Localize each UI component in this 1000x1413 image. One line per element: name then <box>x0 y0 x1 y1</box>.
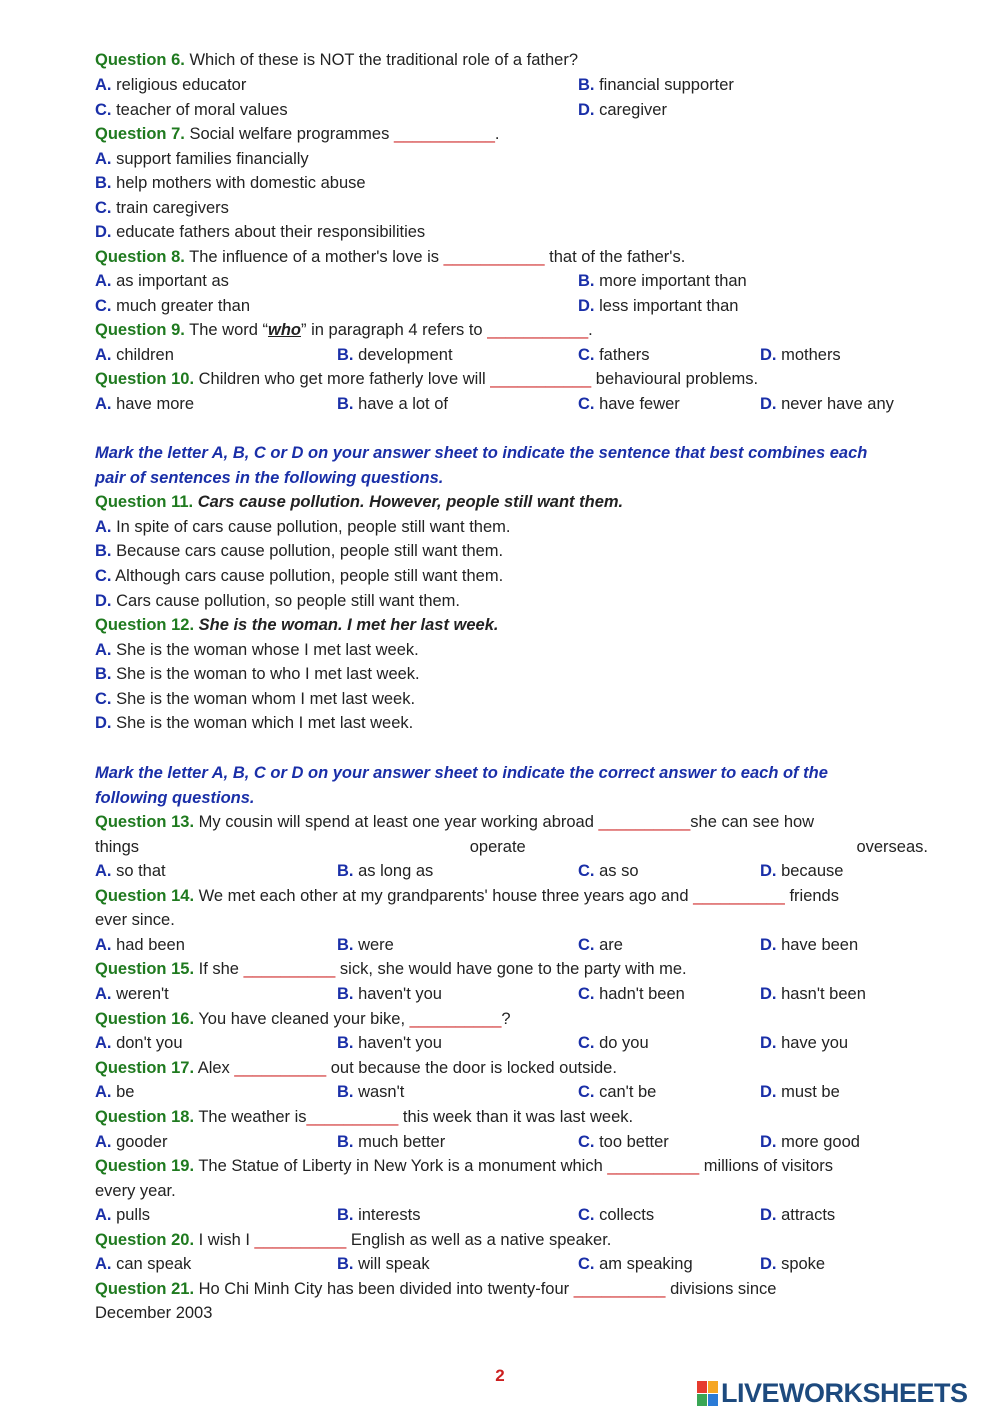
q11-option-a-text: In spite of cars cause pollution, people still want them. <box>111 518 511 536</box>
q19-option-a[interactable] <box>95 1203 150 1227</box>
q10-option-d-text: never have any <box>776 395 894 413</box>
q19-option-d-letter: D. <box>760 1206 777 1224</box>
instruction-1-line2 <box>95 466 928 490</box>
q6-label: Question 6. <box>95 51 185 69</box>
instruction-2-text-2: following questions. <box>95 789 255 807</box>
q17-text: Alex <box>194 1059 235 1077</box>
q10-option-c-text: have fewer <box>594 395 680 413</box>
q16-option-a-letter: A. <box>95 1034 112 1052</box>
q18-stem <box>95 1105 928 1129</box>
q13-text: My cousin will spend at least one year working abroad <box>194 813 599 831</box>
q9-option-d[interactable] <box>760 343 841 367</box>
q16-blank[interactable]: __________ <box>409 1010 502 1028</box>
q15-option-c-text: hadn't been <box>594 985 685 1003</box>
q16-option-d[interactable] <box>760 1031 848 1055</box>
brand-square-4 <box>708 1394 718 1406</box>
q10-option-b[interactable] <box>337 392 448 416</box>
q16-option-d-text: have you <box>776 1034 849 1052</box>
q20-option-b-text: will speak <box>353 1255 430 1273</box>
q20-blank[interactable]: __________ <box>254 1231 347 1249</box>
q20-option-d-letter: D. <box>760 1255 777 1273</box>
q18-option-c-letter: C. <box>578 1133 595 1151</box>
instruction-2-text: Mark the letter A, B, C or D on your answer sheet to indicate the correct answer to each of the <box>95 764 828 782</box>
q18-option-c-text: too better <box>594 1133 669 1151</box>
q17-option-a-letter: A. <box>95 1083 112 1101</box>
q8-label: Question 8. <box>95 248 185 266</box>
q12-option-b-text: She is the woman to who I met last week. <box>111 665 420 683</box>
q19-cont: every year. <box>95 1182 176 1200</box>
q14-option-b-text: were <box>353 936 394 954</box>
q16-option-d-letter: D. <box>760 1034 777 1052</box>
q7-blank[interactable]: ___________ <box>393 125 495 143</box>
q17-option-a[interactable] <box>95 1080 134 1104</box>
q15-text: If she <box>194 960 244 978</box>
q17-option-b[interactable] <box>337 1080 404 1104</box>
q20-end: English as well as a native speaker. <box>346 1231 612 1249</box>
q21-stem <box>95 1277 928 1301</box>
q6-option-b-text: financial supporter <box>594 76 734 94</box>
q8-end: that of the father's. <box>544 248 686 266</box>
q13-option-d-letter: D. <box>760 862 777 880</box>
q7-label: Question 7. <box>95 125 185 143</box>
q9-post: ” in paragraph 4 refers to <box>301 321 488 339</box>
q20-option-c-text: am speaking <box>594 1255 693 1273</box>
q7-option-a[interactable] <box>95 147 928 171</box>
q15-option-a[interactable] <box>95 982 169 1006</box>
q7-stem <box>95 122 928 146</box>
q21-text: Ho Chi Minh City has been divided into twenty-four <box>194 1280 574 1298</box>
q13-option-a[interactable] <box>95 859 166 883</box>
q20-option-b-letter: B. <box>337 1255 354 1273</box>
q20-text: I wish I <box>194 1231 255 1249</box>
q19-option-b[interactable] <box>337 1203 420 1227</box>
q14-option-c-letter: C. <box>578 936 595 954</box>
q18-option-a-letter: A. <box>95 1133 112 1151</box>
q9-end: . <box>588 321 593 339</box>
q9-options <box>95 343 928 367</box>
q11-option-b[interactable] <box>95 539 928 563</box>
q9-option-b-letter: B. <box>337 346 354 364</box>
q19-option-b-text: interests <box>353 1206 421 1224</box>
q8-option-d[interactable] <box>578 294 739 318</box>
q17-stem <box>95 1056 928 1080</box>
q13-label: Question 13. <box>95 813 195 831</box>
q12-option-d[interactable] <box>95 711 928 735</box>
q20-option-b[interactable] <box>337 1252 430 1276</box>
q14-option-d-text: have been <box>776 936 859 954</box>
q10-option-d-letter: D. <box>760 395 777 413</box>
q18-option-d-text: more good <box>776 1133 860 1151</box>
q7-text: Social welfare programmes <box>184 125 394 143</box>
q15-option-b-letter: B. <box>337 985 354 1003</box>
q12-option-a-letter: A. <box>95 641 112 659</box>
q18-option-b-letter: B. <box>337 1133 354 1151</box>
q7-option-b-letter: B. <box>95 174 112 192</box>
q16-option-b-text: haven't you <box>353 1034 442 1052</box>
q20-option-d[interactable] <box>760 1252 825 1276</box>
q11-label: Question 11. <box>95 493 194 511</box>
q14-option-b[interactable] <box>337 933 394 957</box>
q7-option-d[interactable] <box>95 220 928 244</box>
q20-options <box>95 1252 928 1276</box>
q12-option-c[interactable] <box>95 687 928 711</box>
brand-name: LIVEWORKSHEETS <box>721 1377 968 1408</box>
q15-stem <box>95 957 928 981</box>
q19-option-d-text: attracts <box>776 1206 836 1224</box>
q6-option-c-text: teacher of moral values <box>111 101 288 119</box>
q9-option-c-text: fathers <box>594 346 650 364</box>
q10-option-a-text: have more <box>111 395 195 413</box>
q13-stem <box>95 810 928 834</box>
q15-label: Question 15. <box>95 960 195 978</box>
q10-label: Question 10. <box>95 370 195 388</box>
q16-text: You have cleaned your bike, <box>194 1010 410 1028</box>
q8-option-d-letter: D. <box>578 297 595 315</box>
q8-text: The influence of a mother's love is <box>184 248 444 266</box>
q19-option-a-text: pulls <box>111 1206 151 1224</box>
q9-option-c[interactable] <box>578 343 650 367</box>
q12-option-a[interactable] <box>95 638 928 662</box>
q17-option-a-text: be <box>111 1083 135 1101</box>
q6-option-c[interactable] <box>95 98 288 122</box>
q13-word-3: overseas. <box>856 838 928 856</box>
q19-option-c-text: collects <box>594 1206 655 1224</box>
q12-option-d-letter: D. <box>95 714 112 732</box>
q17-option-c-text: can't be <box>594 1083 657 1101</box>
q18-end: this week than it was last week. <box>398 1108 634 1126</box>
q15-blank[interactable]: __________ <box>243 960 336 978</box>
q10-option-d[interactable] <box>760 392 894 416</box>
q8-option-a-letter: A. <box>95 272 112 290</box>
q8-option-c-text: much greater than <box>111 297 250 315</box>
q20-option-c-letter: C. <box>578 1255 595 1273</box>
q13-option-c[interactable] <box>578 859 639 883</box>
q14-option-c[interactable] <box>578 933 623 957</box>
q14-stem <box>95 884 928 908</box>
q18-option-d-letter: D. <box>760 1133 777 1151</box>
q14-label: Question 14. <box>95 887 195 905</box>
q11-option-d-text: Cars cause pollution, so people still want them. <box>111 592 461 610</box>
q9-option-b[interactable] <box>337 343 453 367</box>
q8-option-c[interactable] <box>95 294 250 318</box>
q6-option-b[interactable] <box>578 73 734 97</box>
q13-blank[interactable]: __________ <box>598 813 691 831</box>
q7-option-d-letter: D. <box>95 223 112 241</box>
q16-option-b-letter: B. <box>337 1034 354 1052</box>
q19-stem-cont <box>95 1179 928 1203</box>
q17-option-b-letter: B. <box>337 1083 354 1101</box>
q10-option-a[interactable] <box>95 392 194 416</box>
q19-option-a-letter: A. <box>95 1206 112 1224</box>
q16-option-c-letter: C. <box>578 1034 595 1052</box>
q8-option-b-text: more important than <box>594 272 747 290</box>
q8-options-row2 <box>95 294 928 318</box>
q8-option-b[interactable] <box>578 269 747 293</box>
q14-text: We met each other at my grandparents' house three years ago and <box>194 887 694 905</box>
brand-square-3 <box>697 1394 707 1406</box>
q18-option-a[interactable] <box>95 1130 167 1154</box>
q9-stem <box>95 318 928 342</box>
q21-stem-cont <box>95 1301 928 1325</box>
q15-option-d-text: hasn't been <box>776 985 866 1003</box>
q19-stem <box>95 1154 928 1178</box>
q7-option-a-letter: A. <box>95 150 112 168</box>
q7-option-c-letter: C. <box>95 199 112 217</box>
q9-word: who <box>268 321 302 339</box>
q16-option-a[interactable] <box>95 1031 183 1055</box>
q17-option-c[interactable] <box>578 1080 656 1104</box>
q18-option-d[interactable] <box>760 1130 860 1154</box>
q13-option-a-letter: A. <box>95 862 112 880</box>
q17-option-d-text: must be <box>776 1083 840 1101</box>
q21-blank[interactable]: __________ <box>573 1280 666 1298</box>
q14-options <box>95 933 928 957</box>
q13-options <box>95 859 928 883</box>
q12-text: She is the woman. I met her last week. <box>194 616 499 634</box>
q11-option-c[interactable] <box>95 564 928 588</box>
q9-option-d-text: mothers <box>776 346 841 364</box>
q14-blank[interactable]: __________ <box>693 887 785 905</box>
brand-square-2 <box>708 1381 718 1393</box>
brand-logo[interactable] <box>697 1378 968 1408</box>
q9-option-a-text: children <box>111 346 174 364</box>
q19-options <box>95 1203 928 1227</box>
q15-option-d[interactable] <box>760 982 866 1006</box>
q13-word-2: operate <box>469 838 526 856</box>
q16-label: Question 16. <box>95 1010 195 1028</box>
q8-option-c-letter: C. <box>95 297 112 315</box>
q8-option-d-text: less important than <box>594 297 739 315</box>
q7-option-c[interactable] <box>95 196 928 220</box>
q10-text: Children who get more fatherly love will <box>194 370 491 388</box>
q13-option-d[interactable] <box>760 859 843 883</box>
q10-option-a-letter: A. <box>95 395 112 413</box>
instruction-2-line2 <box>95 786 928 810</box>
q13-option-a-text: so that <box>111 862 166 880</box>
q19-end: millions of visitors <box>699 1157 834 1175</box>
q14-option-d-letter: D. <box>760 936 777 954</box>
q19-option-d[interactable] <box>760 1203 835 1227</box>
q9-label: Question 9. <box>95 321 185 339</box>
q6-option-d-text: caregiver <box>594 101 667 119</box>
page-number: 2 <box>495 1366 505 1385</box>
q13-option-b[interactable] <box>337 859 433 883</box>
q13-option-d-text: because <box>776 862 844 880</box>
q16-option-b[interactable] <box>337 1031 442 1055</box>
q12-option-c-letter: C. <box>95 690 112 708</box>
q17-blank[interactable]: __________ <box>234 1059 327 1077</box>
q18-option-b-text: much better <box>353 1133 446 1151</box>
q17-option-b-text: wasn't <box>353 1083 405 1101</box>
q20-option-a-letter: A. <box>95 1255 112 1273</box>
brand-square-1 <box>697 1381 707 1393</box>
q16-end: ? <box>501 1010 511 1028</box>
q6-option-a[interactable] <box>95 73 246 97</box>
q13-option-c-letter: C. <box>578 862 595 880</box>
q11-stem <box>95 490 928 514</box>
q8-option-a[interactable] <box>95 269 229 293</box>
q15-option-b-text: haven't you <box>353 985 442 1003</box>
q13-end: she can see how <box>690 813 815 831</box>
instruction-1-text: Mark the letter A, B, C or D on your answer sheet to indicate the sentence that best combines each <box>95 444 868 462</box>
q15-option-d-letter: D. <box>760 985 777 1003</box>
q14-option-c-text: are <box>594 936 623 954</box>
q15-option-a-letter: A. <box>95 985 112 1003</box>
q11-text: Cars cause pollution. However, people still want them. <box>193 493 624 511</box>
q6-option-a-text: religious educator <box>111 76 247 94</box>
q20-stem <box>95 1228 928 1252</box>
q16-option-c[interactable] <box>578 1031 649 1055</box>
q18-label: Question 18. <box>95 1108 195 1126</box>
q10-option-b-letter: B. <box>337 395 354 413</box>
q7-option-b-text: help mothers with domestic abuse <box>111 174 366 192</box>
q6-option-d-letter: D. <box>578 101 595 119</box>
q10-end: behavioural problems. <box>591 370 759 388</box>
q17-label: Question 17. <box>95 1059 195 1077</box>
q17-option-d[interactable] <box>760 1080 840 1104</box>
q13-option-b-text: as long as <box>353 862 434 880</box>
q18-text: The weather is <box>194 1108 307 1126</box>
q13-stem-cont <box>95 835 928 859</box>
q8-options-row1 <box>95 269 928 293</box>
q10-option-c-letter: C. <box>578 395 595 413</box>
q12-option-b[interactable] <box>95 662 928 686</box>
q14-option-a[interactable] <box>95 933 185 957</box>
q11-option-d[interactable] <box>95 589 928 613</box>
q6-option-a-letter: A. <box>95 76 112 94</box>
q17-option-d-letter: D. <box>760 1083 777 1101</box>
q11-option-b-text: Because cars cause pollution, people still want them. <box>111 542 504 560</box>
q19-option-c-letter: C. <box>578 1206 595 1224</box>
q12-label: Question 12. <box>95 616 195 634</box>
q8-stem <box>95 245 928 269</box>
q11-option-a[interactable] <box>95 515 928 539</box>
q18-blank[interactable]: __________ <box>306 1108 399 1126</box>
q18-option-b[interactable] <box>337 1130 445 1154</box>
q10-option-c[interactable] <box>578 392 680 416</box>
instruction-1-text-2: pair of sentences in the following questions. <box>95 469 444 487</box>
q21-cont: December 2003 <box>95 1304 213 1322</box>
q13-option-c-text: as so <box>594 862 639 880</box>
q6-option-b-letter: B. <box>578 76 595 94</box>
q6-text: Which of these is NOT the traditional role of a father? <box>184 51 578 69</box>
q10-blank[interactable]: ___________ <box>490 370 592 388</box>
q19-option-b-letter: B. <box>337 1206 354 1224</box>
q21-label: Question 21. <box>95 1280 195 1298</box>
q13-word-1: things <box>95 838 140 856</box>
q10-options <box>95 392 928 416</box>
q16-options <box>95 1031 928 1055</box>
q8-blank[interactable]: ___________ <box>443 248 545 266</box>
q14-option-b-letter: B. <box>337 936 354 954</box>
q15-option-c[interactable] <box>578 982 685 1006</box>
q15-end: sick, she would have gone to the party with me. <box>335 960 687 978</box>
q12-option-c-text: She is the woman whom I met last week. <box>111 690 416 708</box>
q13-option-b-letter: B. <box>337 862 354 880</box>
q16-stem <box>95 1007 928 1031</box>
instruction-1-line1 <box>95 441 928 465</box>
q15-option-b[interactable] <box>337 982 442 1006</box>
q11-option-a-letter: A. <box>95 518 112 536</box>
q17-options <box>95 1080 928 1104</box>
q14-option-d[interactable] <box>760 933 858 957</box>
q12-option-b-letter: B. <box>95 665 112 683</box>
q20-option-d-text: spoke <box>776 1255 826 1273</box>
q14-end: friends <box>784 887 839 905</box>
q7-option-a-text: support families financially <box>111 150 309 168</box>
q7-end: . <box>494 125 500 143</box>
q20-label: Question 20. <box>95 1231 195 1249</box>
brand-logo-icon <box>697 1381 718 1406</box>
q15-option-a-text: weren't <box>111 985 169 1003</box>
q10-option-b-text: have a lot of <box>353 395 448 413</box>
q10-stem <box>95 367 928 391</box>
q19-label: Question 19. <box>95 1157 195 1175</box>
q9-option-c-letter: C. <box>578 346 595 364</box>
q16-option-c-text: do you <box>594 1034 649 1052</box>
q11-option-b-letter: B. <box>95 542 112 560</box>
q14-stem-cont <box>95 908 928 932</box>
q7-option-c-text: train caregivers <box>111 199 229 217</box>
q12-stem <box>95 613 928 637</box>
q9-option-a-letter: A. <box>95 346 112 364</box>
q16-option-a-text: don't you <box>111 1034 183 1052</box>
q8-option-b-letter: B. <box>578 272 595 290</box>
q17-end: out because the door is locked outside. <box>326 1059 617 1077</box>
q21-end: divisions since <box>665 1280 777 1298</box>
q14-cont: ever since. <box>95 911 175 929</box>
q9-option-a[interactable] <box>95 343 174 367</box>
q6-option-c-letter: C. <box>95 101 112 119</box>
q6-options-row2 <box>95 98 928 122</box>
q14-option-a-text: had been <box>111 936 185 954</box>
q14-option-a-letter: A. <box>95 936 112 954</box>
q12-option-a-text: She is the woman whose I met last week. <box>111 641 419 659</box>
q20-option-a[interactable] <box>95 1252 191 1276</box>
q8-option-a-text: as important as <box>111 272 229 290</box>
q20-option-a-text: can speak <box>111 1255 192 1273</box>
q11-option-d-letter: D. <box>95 592 112 610</box>
q6-option-d[interactable] <box>578 98 667 122</box>
q7-option-d-text: educate fathers about their responsibilities <box>111 223 426 241</box>
q9-pre: The word “ <box>184 321 269 339</box>
q7-option-b[interactable] <box>95 171 928 195</box>
q19-option-c[interactable] <box>578 1203 654 1227</box>
q6-options-row1 <box>95 73 928 97</box>
q19-text: The Statue of Liberty in New York is a monument which <box>194 1157 608 1175</box>
q11-option-c-text: Although cars cause pollution, people still want them. <box>111 567 504 585</box>
q20-option-c[interactable] <box>578 1252 693 1276</box>
instruction-2-line1 <box>95 761 928 785</box>
q18-option-a-text: gooder <box>111 1133 168 1151</box>
q17-option-c-letter: C. <box>578 1083 595 1101</box>
q18-options <box>95 1130 928 1154</box>
q15-option-c-letter: C. <box>578 985 595 1003</box>
q11-option-c-letter: C. <box>95 567 112 585</box>
q19-blank[interactable]: __________ <box>607 1157 700 1175</box>
q9-option-d-letter: D. <box>760 346 777 364</box>
q15-options <box>95 982 928 1006</box>
q9-blank[interactable]: ___________ <box>487 321 589 339</box>
q9-option-b-text: development <box>353 346 453 364</box>
q18-option-c[interactable] <box>578 1130 669 1154</box>
q6-stem <box>95 48 928 72</box>
q12-option-d-text: She is the woman which I met last week. <box>111 714 414 732</box>
